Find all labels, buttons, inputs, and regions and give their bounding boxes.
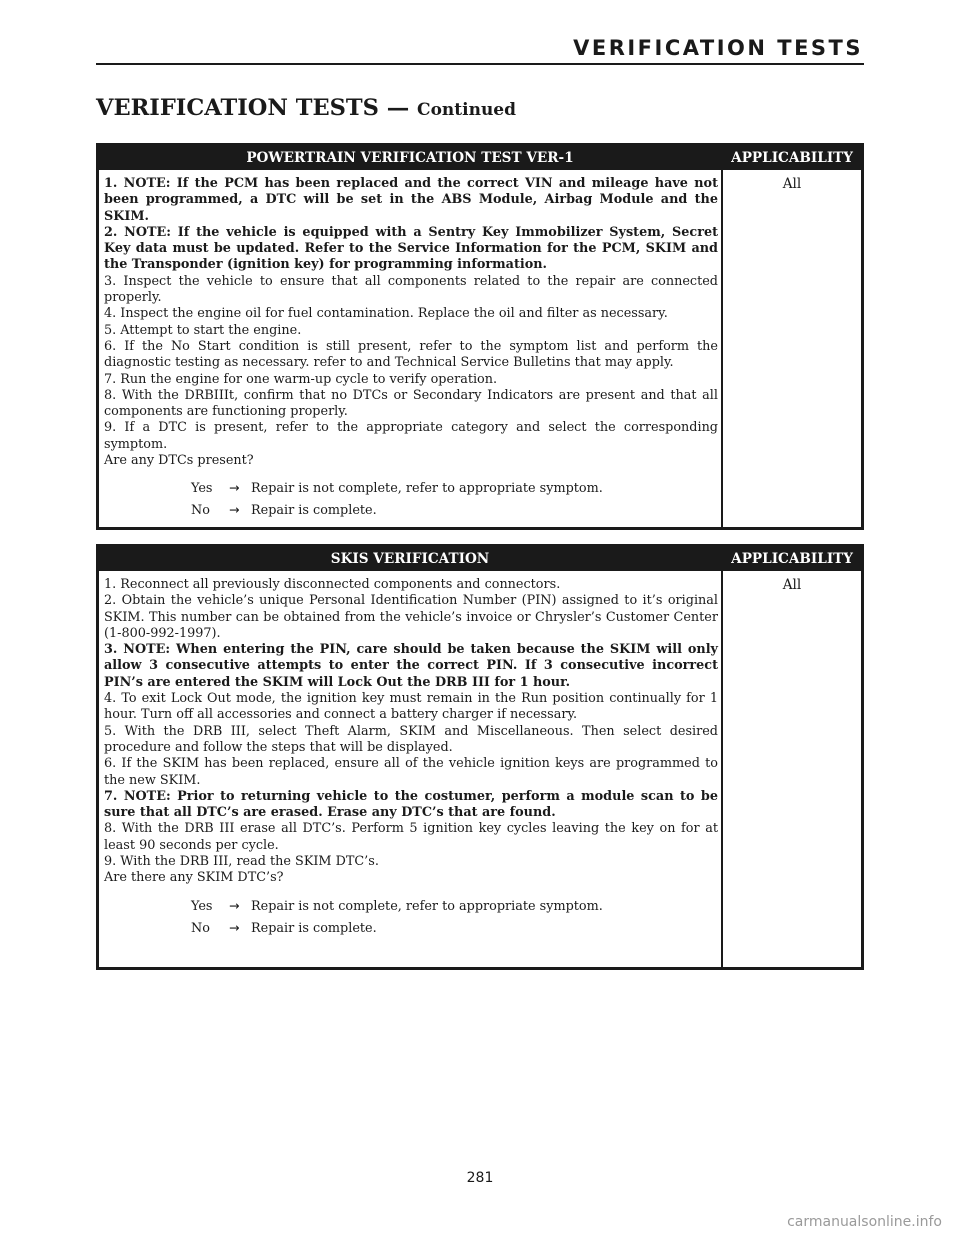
arrow-icon: →: [229, 502, 240, 518]
answer-key: Yes: [191, 898, 213, 914]
step-8: 8. With the DRBIIIt, confirm that no DTCs or Secondary Indicators are present and that all components are functioning properly.: [104, 387, 718, 420]
answer-text: Repair is not complete, refer to appropriate symptom.: [251, 898, 603, 914]
powertrain-verification-table: [96, 143, 864, 530]
step-8: 8. With the DRB III erase all DTC’s. Perform 5 ignition key cycles leaving the key on for at least 90 seconds per cycle.: [104, 821, 718, 853]
answer-yes: [104, 895, 718, 917]
question: Are there any SKIM DTC’s?: [104, 870, 284, 886]
table-body: [99, 571, 861, 967]
step-5: 5. Attempt to start the engine.: [104, 322, 302, 338]
steps-column: [99, 170, 721, 527]
table-body: [99, 170, 861, 527]
section-title: [96, 95, 516, 121]
answer-no: [104, 917, 718, 939]
step-5: 5. With the DRB III, select Theft Alarm, SKIM and Miscellaneous. Then select desired procedure and follow the steps that will be displayed.: [104, 723, 718, 755]
step-2: 2. NOTE: If the vehicle is equipped with a Sentry Key Immobilizer System, Secret Key data must be updated. Refer to the Service Information for the PCM, SKIM and the Transponder (ignition key) for programming information.: [104, 224, 718, 273]
step-4: 4. Inspect the engine oil for fuel contamination. Replace the oil and filter as necessary.: [104, 306, 668, 322]
step-6: 6. If the No Start condition is still present, refer to the symptom list and perform the diagnostic testing as necessary. refer to and Technical Service Bulletins that may apply.: [104, 338, 718, 371]
table-header: [99, 146, 861, 170]
step-4: 4. To exit Lock Out mode, the ignition key must remain in the Run position continually for 1 hour. Turn off all accessories and connect a battery charger if necessary.: [104, 691, 718, 723]
steps-column: [99, 571, 721, 967]
answer-yes: [104, 477, 718, 499]
answer-key: Yes: [191, 481, 213, 497]
answer-text: Repair is complete.: [251, 503, 377, 519]
step-3: 3. NOTE: When entering the PIN, care should be taken because the SKIM will only allow 3 consecutive attempts to enter the correct PIN. If 3 consecutive incorrect PIN’s are entered the SKIM will Lock Out the DRB III for 1 hour.: [104, 642, 718, 690]
column-divider: [721, 571, 723, 967]
page-number: 281: [466, 1170, 494, 1186]
arrow-icon: →: [229, 480, 240, 496]
answer-key: No: [191, 920, 210, 936]
applicability-value: All: [782, 176, 802, 192]
step-1: 1. NOTE: If the PCM has been replaced and the correct VIN and mileage have not been programmed, a DTC will be set in the ABS Module, Airbag Module and the SKIM.: [104, 176, 718, 224]
step-7: 7. Run the engine for one warm-up cycle to verify operation.: [104, 371, 498, 387]
step-9: 9. With the DRB III, read the SKIM DTC’s.: [104, 854, 379, 870]
skis-verification-table: [96, 544, 864, 970]
running-header-title: VERIFICATION TESTS: [573, 36, 863, 60]
section-continued: Continued: [417, 100, 517, 120]
step-3: 3. Inspect the vehicle to ensure that all components related to the repair are connected properly.: [104, 273, 718, 306]
answers: [104, 895, 718, 939]
step-6: 6. If the SKIM has been replaced, ensure all of the vehicle ignition keys are programmed to the new SKIM.: [104, 756, 718, 788]
step-1: 1. Reconnect all previously disconnected components and connectors.: [104, 577, 561, 592]
step-9: 9. If a DTC is present, refer to the appropriate category and select the corresponding symptom.: [104, 420, 718, 452]
table-title: SKIS VERIFICATION: [330, 551, 490, 567]
answers: [104, 477, 718, 521]
answer-no: [104, 499, 718, 521]
header-rule: [96, 63, 864, 65]
section-title-text: VERIFICATION TESTS —: [96, 95, 410, 121]
applicability-header: APPLICABILITY: [731, 150, 853, 166]
applicability-header: APPLICABILITY: [731, 551, 853, 567]
column-divider: [721, 170, 723, 527]
answer-text: Repair is not complete, refer to appropriate symptom.: [251, 481, 603, 497]
arrow-icon: →: [229, 919, 240, 935]
table-title: POWERTRAIN VERIFICATION TEST VER-1: [246, 150, 574, 166]
step-7: 7. NOTE: Prior to returning vehicle to the costumer, perform a module scan to be sure that all DTC’s are erased. Erase any DTC’s that are found.: [104, 788, 718, 821]
applicability-value: All: [782, 577, 802, 593]
watermark[interactable]: carmanualsonline.info: [787, 1214, 942, 1230]
answer-key: No: [191, 503, 210, 519]
answer-text: Repair is complete.: [251, 920, 377, 936]
table-header: [99, 547, 861, 571]
step-2: 2. Obtain the vehicle’s unique Personal Identification Number (PIN) assigned to it’s original SKIM. This number can be obtained from the vehicle’s invoice or Chrysler’s Customer Center (1-800-992-1997).: [104, 593, 718, 641]
question: Are any DTCs present?: [104, 453, 254, 469]
arrow-icon: →: [229, 897, 240, 913]
